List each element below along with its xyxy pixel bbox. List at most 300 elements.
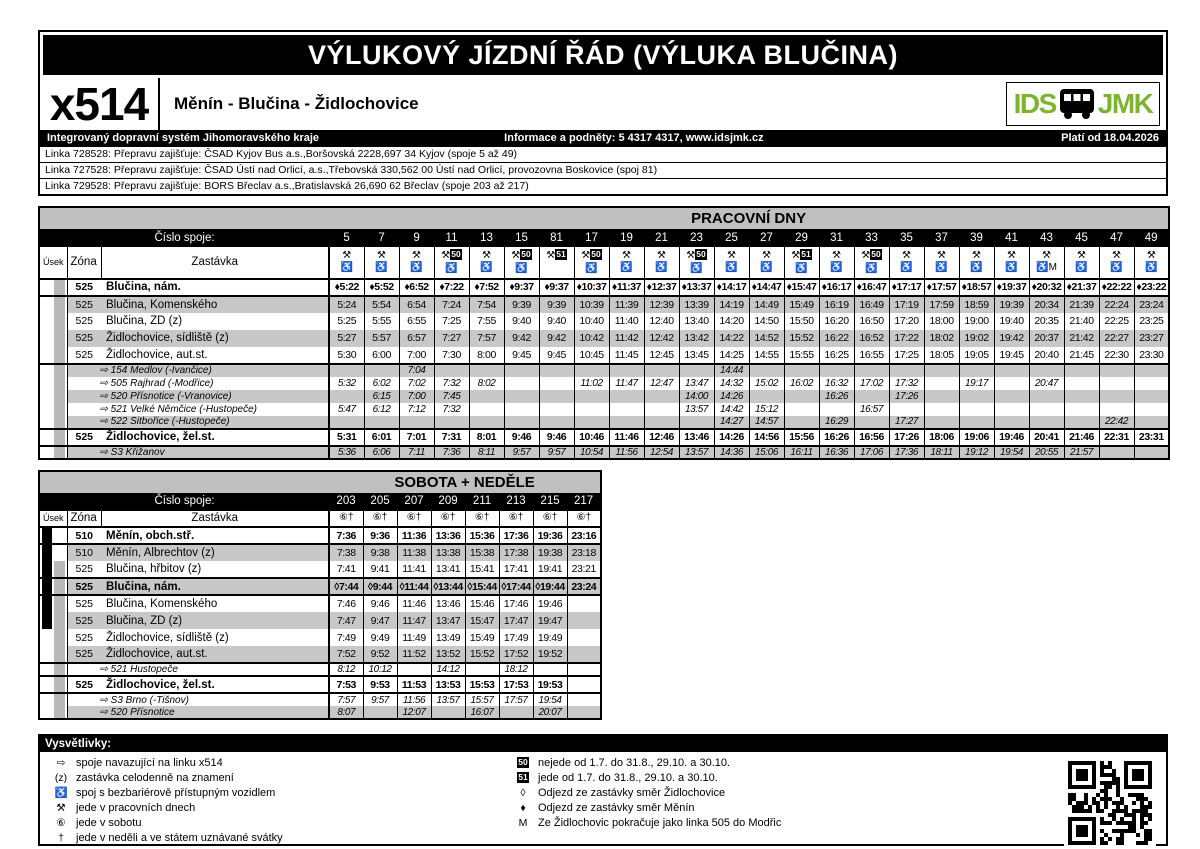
time-cell: 19:38: [533, 544, 567, 561]
section-strip-gray: [54, 677, 65, 692]
time-cell: 11:56: [609, 446, 644, 459]
time-cell: [924, 416, 959, 429]
time-cell: 17:57: [499, 693, 533, 706]
time-cell: 14:49: [749, 296, 784, 313]
time-cell: [889, 364, 924, 377]
trip-number: 203: [329, 493, 363, 511]
legend-symbol: M: [518, 817, 528, 829]
trip-note-badge: 51: [801, 249, 811, 260]
time-cell: 21:46: [1064, 429, 1099, 446]
time-cell: 19:42: [994, 330, 1029, 347]
section-strip-gray: [54, 629, 65, 646]
trip-accessibility-symbol: ♿: [1145, 262, 1158, 274]
time-cell: [749, 390, 784, 403]
trip-number: 21: [644, 229, 679, 247]
trip-number: 9: [399, 229, 434, 247]
time-cell: 19:53: [533, 676, 567, 693]
time-cell: 7:55: [469, 313, 504, 330]
trip-day-symbol: ⚒50: [581, 249, 601, 262]
zone-header: Zóna: [67, 510, 101, 527]
trip-day-symbol: ⚒50: [861, 249, 881, 262]
route-title: Měnín - Blučina - Židlochovice: [174, 94, 419, 113]
section-marker: [39, 561, 67, 578]
legend-box: [38, 734, 1168, 846]
time-cell: 23:31: [1134, 429, 1169, 446]
time-cell: 7:04: [399, 364, 434, 377]
time-cell: 22:24: [1099, 296, 1134, 313]
time-cell: 13:39: [679, 296, 714, 313]
time-cell: 19:12: [959, 446, 994, 459]
section-strip-gray: [54, 706, 65, 718]
trip-day-symbol: ⚒: [1146, 249, 1156, 261]
time-cell: [1134, 390, 1169, 403]
trip-day-symbol: ⚒: [412, 249, 421, 261]
time-cell: [1099, 364, 1134, 377]
time-cell: 7:00: [399, 347, 434, 364]
time-cell: 6:01: [364, 429, 399, 446]
time-cell: 22:30: [1099, 347, 1134, 364]
section-marker: [39, 595, 67, 612]
time-cell: 10:46: [574, 429, 609, 446]
trip-accessibility-symbol: ♿: [655, 262, 668, 274]
time-cell: [567, 612, 601, 629]
zone-number: 525: [75, 281, 94, 293]
zone-number: 525: [75, 678, 94, 691]
stop-row: [39, 595, 601, 612]
time-cell: 12:40: [644, 313, 679, 330]
time-cell: 7:32: [434, 377, 469, 390]
time-cell: ♦14:47: [749, 279, 784, 296]
time-cell: 23:24: [567, 578, 601, 595]
time-cell: 10:45: [574, 347, 609, 364]
trip-number: 27: [749, 229, 784, 247]
trip-number: 47: [1099, 229, 1134, 247]
trip-symbols: [329, 510, 363, 527]
time-cell: 9:46: [539, 429, 574, 446]
time-cell: 14:27: [714, 416, 749, 429]
time-cell: 16:55: [854, 347, 889, 364]
connection-name: ⇨ S3 Křižanov: [67, 446, 329, 459]
trip-symbols-row: [39, 247, 1169, 279]
time-cell: [644, 390, 679, 403]
time-cell: 19:06: [959, 429, 994, 446]
time-cell: [574, 390, 609, 403]
zone-number: 525: [75, 315, 94, 327]
time-cell: [1064, 390, 1099, 403]
time-cell: [329, 364, 364, 377]
time-cell: 16:25: [819, 347, 854, 364]
time-cell: 19:46: [533, 595, 567, 612]
time-cell: 9:41: [363, 561, 397, 578]
trip-symbols: [397, 510, 431, 527]
time-cell: [959, 403, 994, 416]
time-cell: 11:39: [609, 296, 644, 313]
time-cell: 7:25: [434, 313, 469, 330]
section-strip-gray: [54, 664, 65, 675]
time-cell: [679, 364, 714, 377]
stop-name: Blučina, ZD (z): [101, 612, 329, 629]
time-cell: [1029, 416, 1064, 429]
time-cell: 6:02: [364, 377, 399, 390]
time-cell: [1099, 377, 1134, 390]
trip-symbols: [854, 247, 889, 279]
stop-row: [39, 527, 601, 544]
time-cell: 5:55: [364, 313, 399, 330]
time-cell: [504, 403, 539, 416]
trip-accessibility-symbol: ♿: [725, 262, 738, 274]
trip-symbols: [714, 247, 749, 279]
trip-accessibility-symbol: ♿: [375, 262, 388, 274]
time-cell: [959, 416, 994, 429]
time-cell: 17:53: [499, 676, 533, 693]
time-cell: 18:59: [959, 296, 994, 313]
stop-name: Blučina, nám.: [101, 279, 329, 296]
logo-text-ids: IDS: [1013, 88, 1056, 119]
time-cell: 14:32: [714, 377, 749, 390]
time-cell: 14:00: [679, 390, 714, 403]
weekend-timetable: [38, 470, 602, 721]
line-row: [40, 78, 1166, 130]
trip-number: 15: [504, 229, 539, 247]
time-cell: 7:49: [329, 629, 363, 646]
time-cell: ♦19:37: [994, 279, 1029, 296]
trip-number: 29: [784, 229, 819, 247]
time-cell: [784, 416, 819, 429]
time-cell: ♦20:32: [1029, 279, 1064, 296]
section-strip-gray: [54, 612, 65, 629]
time-cell: 15:52: [784, 330, 819, 347]
time-cell: 14:56: [749, 429, 784, 446]
section-strip-gray: [54, 596, 65, 612]
time-cell: ♦13:37: [679, 279, 714, 296]
time-cell: 16:26: [819, 390, 854, 403]
trip-note-badge: 50: [871, 249, 881, 260]
trip-accessibility-symbol: ♿: [970, 262, 983, 274]
trip-accessibility-symbol: ♿: [795, 262, 808, 274]
time-cell: [469, 416, 504, 429]
time-cell: [609, 403, 644, 416]
legend-note-badge: 51: [518, 772, 528, 782]
time-cell: 13:42: [679, 330, 714, 347]
time-cell: 15:12: [749, 403, 784, 416]
time-cell: 6:12: [364, 403, 399, 416]
time-cell: 13:38: [431, 544, 465, 561]
time-cell: 16:32: [819, 377, 854, 390]
section-strip-gray: [54, 561, 65, 577]
time-cell: [539, 390, 574, 403]
time-cell: ♦17:17: [889, 279, 924, 296]
time-cell: 16:07: [465, 706, 499, 719]
trip-symbols: [1134, 247, 1169, 279]
time-cell: 18:06: [924, 429, 959, 446]
section-title-row: [39, 471, 601, 493]
section-marker: [39, 663, 67, 676]
legend-text: jede v sobotu: [76, 817, 142, 829]
time-cell: 15:47: [465, 612, 499, 629]
idsjmk-logo: [1006, 82, 1160, 126]
trip-day-symbol: ⚒: [762, 249, 771, 261]
stop-name: Blučina, Komenského: [101, 296, 329, 313]
time-cell: [431, 706, 465, 719]
trip-day-symbol: ⚒: [972, 249, 981, 261]
section-strip-gray: [54, 646, 65, 662]
time-cell: [469, 403, 504, 416]
trip-day-symbol: ⑥†: [542, 512, 558, 523]
section-marker: [39, 612, 67, 629]
time-cell: 9:53: [363, 676, 397, 693]
time-cell: ♦12:37: [644, 279, 679, 296]
time-cell: ♦6:52: [399, 279, 434, 296]
trip-day-symbol: ⚒: [377, 249, 386, 261]
time-cell: 17:06: [854, 446, 889, 459]
time-cell: 6:55: [399, 313, 434, 330]
trip-day-symbol: ⚒: [937, 249, 946, 261]
legend-text: jede v pracovních dnech: [76, 802, 196, 814]
time-cell: 14:25: [714, 347, 749, 364]
time-cell: 11:49: [397, 629, 431, 646]
time-cell: 23:18: [567, 544, 601, 561]
time-cell: 17:22: [889, 330, 924, 347]
time-cell: 21:40: [1064, 313, 1099, 330]
time-cell: 13:36: [431, 527, 465, 544]
stop-header: Zastávka: [101, 510, 329, 527]
stop-name: Měnín, Albrechtov (z): [101, 544, 329, 561]
time-cell: 19:47: [533, 612, 567, 629]
time-cell: [533, 663, 567, 676]
trip-symbols: [574, 247, 609, 279]
time-cell: [819, 403, 854, 416]
trip-number: 23: [679, 229, 714, 247]
time-cell: 7:41: [329, 561, 363, 578]
section-marker: [39, 390, 67, 403]
zone-number: 525: [75, 598, 94, 610]
time-cell: ◊13:44: [431, 578, 465, 595]
time-cell: [994, 416, 1029, 429]
legend-title: Vysvětlivky:: [40, 736, 1166, 752]
legend-symbol: ⚒: [56, 802, 66, 814]
section-strip-gray: [54, 313, 65, 330]
time-cell: 15:38: [465, 544, 499, 561]
trip-number: 205: [363, 493, 397, 511]
legend-symbol: ♿: [54, 787, 68, 799]
time-cell: 13:52: [431, 646, 465, 663]
trip-number: 7: [364, 229, 399, 247]
info-bar: [40, 130, 1166, 147]
time-cell: 17:26: [889, 429, 924, 446]
time-cell: 11:40: [609, 313, 644, 330]
trip-symbols: [504, 247, 539, 279]
time-cell: 13:41: [431, 561, 465, 578]
time-cell: ♦22:22: [1099, 279, 1134, 296]
time-cell: 19:02: [959, 330, 994, 347]
trip-accessibility-symbol: ♿: [340, 262, 353, 274]
time-cell: 5:47: [329, 403, 364, 416]
time-cell: 7:54: [469, 296, 504, 313]
time-cell: ♦16:17: [819, 279, 854, 296]
trip-number: 81: [539, 229, 574, 247]
time-cell: 15:52: [465, 646, 499, 663]
time-cell: 9:57: [363, 693, 397, 706]
time-cell: [1064, 364, 1099, 377]
time-cell: 8:00: [469, 347, 504, 364]
carrier-line: Linka 727528: Přepravu zajišťuje: ČSAD Ústí nad Orlicí, a.s.,Třebovská 330,562 00 Ústí nad Orlicí, provozovna Boskovice (spoj 81): [40, 162, 1166, 178]
time-cell: [959, 364, 994, 377]
time-cell: 11:41: [397, 561, 431, 578]
time-cell: [679, 416, 714, 429]
section-marker: [39, 429, 67, 446]
trip-day-symbol: ⑥†: [339, 512, 354, 523]
stop-row: [39, 296, 1169, 313]
time-cell: [567, 693, 601, 706]
time-cell: [959, 390, 994, 403]
time-cell: 15:46: [465, 595, 499, 612]
time-cell: [924, 390, 959, 403]
time-cell: 11:42: [609, 330, 644, 347]
time-cell: [504, 364, 539, 377]
stop-name: Blučina, hřbitov (z): [101, 561, 329, 578]
time-cell: 13:57: [679, 446, 714, 459]
time-cell: ♦16:47: [854, 279, 889, 296]
time-cell: 9:45: [539, 347, 574, 364]
time-cell: 11:46: [397, 595, 431, 612]
trip-symbols: [469, 247, 504, 279]
time-cell: [574, 416, 609, 429]
time-cell: [434, 416, 469, 429]
time-cell: [499, 706, 533, 719]
time-cell: 12:47: [644, 377, 679, 390]
time-cell: 7:12: [399, 403, 434, 416]
stop-name: Židlochovice, aut.st.: [101, 347, 329, 364]
legend-text: Odjezd ze zastávky směr Židlochovice: [538, 787, 726, 799]
time-cell: 19:39: [994, 296, 1029, 313]
time-cell: 17:47: [499, 612, 533, 629]
time-cell: ♦17:57: [924, 279, 959, 296]
connection-name: ⇨ 154 Medlov (-Ivančice): [67, 364, 329, 377]
section-marker: [39, 377, 67, 390]
time-cell: 20:35: [1029, 313, 1064, 330]
time-cell: ♦14:17: [714, 279, 749, 296]
trip-day-symbol: ⚒50: [686, 249, 706, 262]
zone-number: 525: [67, 646, 101, 663]
trip-symbols: [889, 247, 924, 279]
section-strip-gray: [54, 579, 65, 594]
section-title-row: [39, 207, 1169, 229]
section-marker: [39, 693, 67, 706]
trip-number: 43: [1029, 229, 1064, 247]
time-cell: 5:31: [329, 429, 364, 446]
time-cell: 19:36: [533, 527, 567, 544]
time-cell: [1029, 364, 1064, 377]
section-strip-gray: [54, 447, 65, 458]
connection-row: [39, 693, 601, 706]
time-cell: 9:40: [539, 313, 574, 330]
stop-row: [39, 544, 601, 561]
section-strip-gray: [54, 280, 65, 295]
time-cell: 23:16: [567, 527, 601, 544]
section-strip-black: [42, 545, 52, 561]
connection-name: ⇨ S3 Brno (-Tišnov): [67, 693, 329, 706]
time-cell: 15:02: [749, 377, 784, 390]
stop-name: Židlochovice, sídliště (z): [101, 330, 329, 347]
trip-day-symbol: ⚒: [622, 249, 631, 261]
time-cell: 8:02: [469, 377, 504, 390]
time-cell: 16:26: [819, 429, 854, 446]
time-cell: [329, 416, 364, 429]
time-cell: [854, 364, 889, 377]
trip-number: 217: [567, 493, 601, 511]
time-cell: 7:31: [434, 429, 469, 446]
time-cell: 14:36: [714, 446, 749, 459]
stop-row: [39, 561, 601, 578]
trip-day-symbol: ⑥†: [474, 512, 490, 523]
time-cell: [1134, 377, 1169, 390]
trip-number: 39: [959, 229, 994, 247]
time-cell: 5:54: [364, 296, 399, 313]
time-cell: 9:46: [363, 595, 397, 612]
stop-row: [39, 612, 601, 629]
time-cell: ♦21:37: [1064, 279, 1099, 296]
time-cell: [567, 595, 601, 612]
trip-note-badge: 50: [696, 249, 706, 260]
section-marker: [39, 296, 67, 313]
trip-day-symbol: ⑥†: [440, 512, 456, 523]
trip-day-symbol: ⑥†: [508, 512, 524, 523]
trip-day-symbol: ⚒: [1042, 249, 1051, 261]
trip-accessibility-symbol: ♿: [865, 262, 878, 274]
stop-name: Židlochovice, sídliště (z): [101, 629, 329, 646]
time-cell: 19:52: [533, 646, 567, 663]
time-cell: [567, 629, 601, 646]
legend-item: [46, 756, 508, 771]
time-cell: 15:36: [465, 527, 499, 544]
time-cell: [609, 364, 644, 377]
time-cell: 7:02: [399, 377, 434, 390]
time-cell: 17:46: [499, 595, 533, 612]
stop-name: Blučina, nám.: [101, 578, 329, 595]
time-cell: 6:15: [364, 390, 399, 403]
section-strip-black: [42, 528, 52, 543]
time-cell: 14:26: [714, 390, 749, 403]
connection-name: ⇨ 520 Přísnotice (-Vranovice): [67, 390, 329, 403]
section-marker: [39, 279, 67, 296]
connection-row: [39, 403, 1169, 416]
time-cell: 12:39: [644, 296, 679, 313]
legend-note-badge: 50: [518, 757, 528, 767]
usek-header: Úsek: [39, 247, 67, 279]
time-cell: 5:36: [329, 446, 364, 459]
legend-symbol: ⑥: [56, 817, 66, 829]
trip-number: 45: [1064, 229, 1099, 247]
trip-note-badge: 50: [591, 249, 601, 260]
time-cell: [574, 403, 609, 416]
legend-item: [46, 801, 508, 816]
time-cell: [644, 364, 679, 377]
zone-number: 525: [67, 612, 101, 629]
time-cell: 7:01: [399, 429, 434, 446]
time-cell: 21:57: [1064, 446, 1099, 459]
zone-number: 525: [67, 578, 101, 595]
time-cell: 19:05: [959, 347, 994, 364]
time-cell: 14:42: [714, 403, 749, 416]
time-cell: 17:32: [889, 377, 924, 390]
time-cell: 16:49: [854, 296, 889, 313]
trip-symbols: [994, 247, 1029, 279]
time-cell: 14:52: [749, 330, 784, 347]
section-strip-black: [42, 561, 52, 577]
trip-day-symbol: ⚒50: [441, 249, 461, 262]
time-cell: [994, 364, 1029, 377]
time-cell: 6:54: [399, 296, 434, 313]
